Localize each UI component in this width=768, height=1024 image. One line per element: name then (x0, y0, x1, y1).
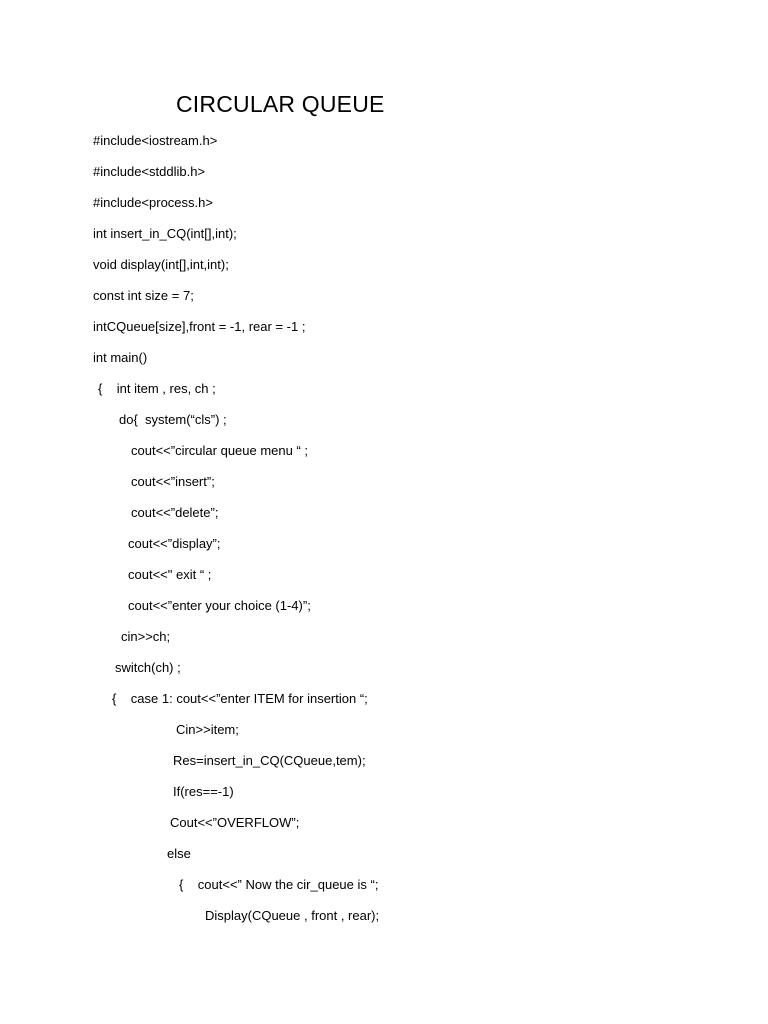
code-line: void display(int[],int,int); (93, 257, 229, 272)
code-line: If(res==-1) (173, 784, 234, 799)
code-line: cout<<" exit “ ; (128, 567, 212, 582)
code-line: else (167, 846, 191, 861)
code-line: Res=insert_in_CQ(CQueue,tem); (173, 753, 366, 768)
code-line: #include<iostream.h> (93, 133, 218, 148)
code-line: Cout<<”OVERFLOW”; (170, 815, 300, 830)
code-line: { cout<<” Now the cir_queue is “; (179, 877, 379, 892)
code-line: #include<stddlib.h> (93, 164, 206, 179)
code-line: switch(ch) ; (115, 660, 181, 675)
code-line: Display(CQueue , front , rear); (205, 908, 380, 923)
code-line: cout<<”display”; (128, 536, 221, 551)
document-title: CIRCULAR QUEUE (176, 91, 385, 117)
code-line: int insert_in_CQ(int[],int); (93, 226, 237, 241)
code-line: intCQueue[size],front = -1, rear = -1 ; (93, 319, 306, 334)
code-line: cout<<”enter your choice (1-4)”; (128, 598, 311, 613)
code-line: cin>>ch; (121, 629, 171, 644)
code-line: { int item , res, ch ; (98, 381, 216, 396)
code-line: { case 1: cout<<”enter ITEM for insertion “; (112, 691, 368, 706)
code-line: Cin>>item; (176, 722, 239, 737)
code-line: const int size = 7; (93, 288, 194, 303)
code-line: cout<<”insert”; (131, 474, 215, 489)
code-line: do{ system(“cls”) ; (119, 412, 227, 427)
code-line: cout<<”circular queue menu “ ; (131, 443, 309, 458)
code-line: int main() (93, 350, 148, 365)
code-line: #include<process.h> (93, 195, 213, 210)
code-line: cout<<”delete”; (131, 505, 219, 520)
